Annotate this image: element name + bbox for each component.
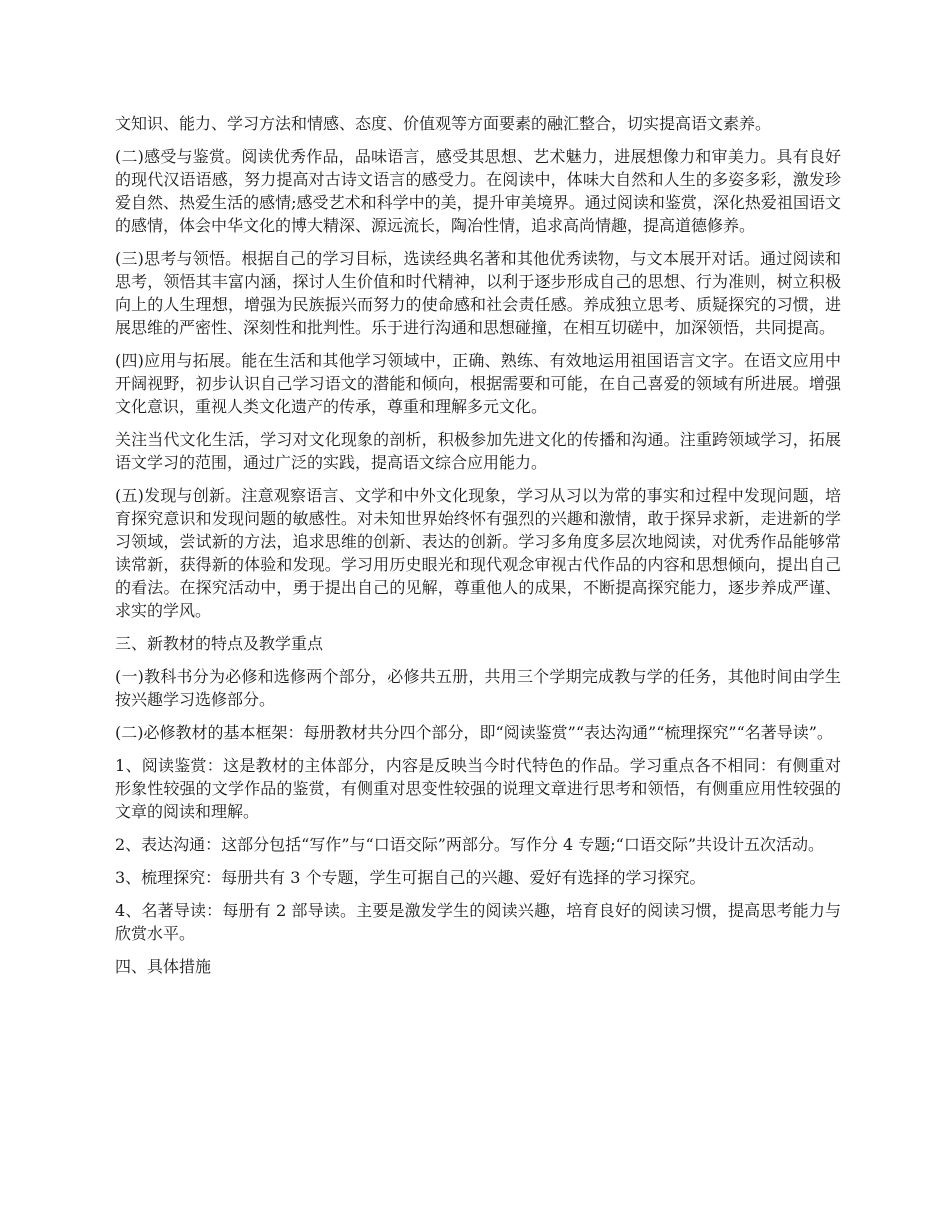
paragraph-contemporary-culture: 关注当代文化生活，学习对文化现象的剖析，积极参加先进文化的传播和沟通。注重跨领域学习，拓展语文学习的范围，通过广泛的实践，提高语文综合应用能力。: [115, 430, 841, 472]
paragraph-reflection: (三)思考与领悟。根据自己的学习目标，选读经典名著和其他优秀读物，与文本展开对话。通过阅读和思考，领悟其丰富内涵，探讨人生价值和时代精神，以利于逐步形成自己的思想、行为准则，树立积极向上的人生理想，增强为民族振兴而努力的使命感和社会责任感。养成独立思考、质疑探究的习惯，进展思维的严密性、深刻性和批判性。乐于进行沟通和思想碰撞，在相互切磋中，加深领悟，共同提高。: [115, 249, 841, 337]
paragraph-expression-communication: 2、表达沟通：这部分包括“写作”与“口语交际”两部分。写作分 4 专题;“口语交际”共设计五次活动。: [115, 835, 825, 854]
paragraph-application: (四)应用与拓展。能在生活和其他学习领域中，正确、熟练、有效地运用祖国语言文字。在语文应用中开阔视野，初步认识自己学习语文的潜能和倾向，根据需要和可能，在自己喜爱的领域有所进展。增强文化意识，重视人类文化遗产的传承，尊重和理解多元文化。: [115, 351, 841, 416]
paragraph-sorting-inquiry: 3、梳理探究：每册共有 3 个专题，学生可据自己的兴趣、爱好有选择的学习探究。: [115, 868, 706, 887]
paragraph-discovery: (五)发现与创新。注意观察语言、文学和中外文化现象，学习从习以为常的事实和过程中发现问题，培育探究意识和发现问题的敏感性。对未知世界始终怀有强烈的兴趣和激情，敢于探异求新，走进新的学习领域，尝试新的方法，追求思维的创新、表达的创新。学习多角度多层次地阅读，对优秀作品能够常读常新，获得新的体验和发现。学习用历史眼光和现代观念审视古代作品的内容和思想倾向，提出自己的看法。在探究活动中，勇于提出自己的见解，尊重他人的成果，不断提高探究能力，逐步养成严谨、求实的学风。: [115, 486, 841, 620]
paragraph-classic-reading: 4、名著导读：每册有 2 部导读。主要是激发学生的阅读兴趣，培育良好的阅读习惯，提高思考能力与欣赏水平。: [115, 901, 841, 943]
paragraph-literacy-integration: 文知识、能力、学习方法和情感、态度、价值观等方面要素的融汇整合，切实提高语文素养。: [115, 114, 772, 133]
section-heading-textbook-features: 三、新教材的特点及教学重点: [115, 634, 324, 653]
paragraph-required-framework: (二)必修教材的基本框架：每册教材共分四个部分，即“阅读鉴赏”“表达沟通”“梳理探究”“名著导读”。: [115, 723, 833, 742]
document-body: [115, 112, 841, 988]
paragraph-appreciation: (二)感受与鉴赏。阅读优秀作品，品味语言，感受其思想、艺术魅力，进展想像力和审美力。具有良好的现代汉语语感，努力提高对古诗文语言的感受力。在阅读中，体味大自然和人生的多姿多彩，激发珍爱自然、热爱生活的感情;感受艺术和科学中的美，提升审美境界。通过阅读和鉴赏，深化热爱祖国语文的感情，体会中华文化的博大精深、源远流长，陶冶性情，追求高尚情趣，提高道德修养。: [115, 147, 841, 235]
paragraph-textbook-structure: (一)教科书分为必修和选修两个部分，必修共五册，共用三个学期完成教与学的任务，其他时间由学生按兴趣学习选修部分。: [115, 667, 841, 709]
section-heading-measures: 四、具体措施: [115, 957, 212, 976]
paragraph-reading-appreciation: 1、阅读鉴赏：这是教材的主体部分，内容是反映当今时代特色的作品。学习重点各不相同：有侧重对形象性较强的文学作品的鉴赏，有侧重对思变性较强的说理文章进行思考和领悟，有侧重应用性较强的文章的阅读和理解。: [115, 756, 841, 821]
